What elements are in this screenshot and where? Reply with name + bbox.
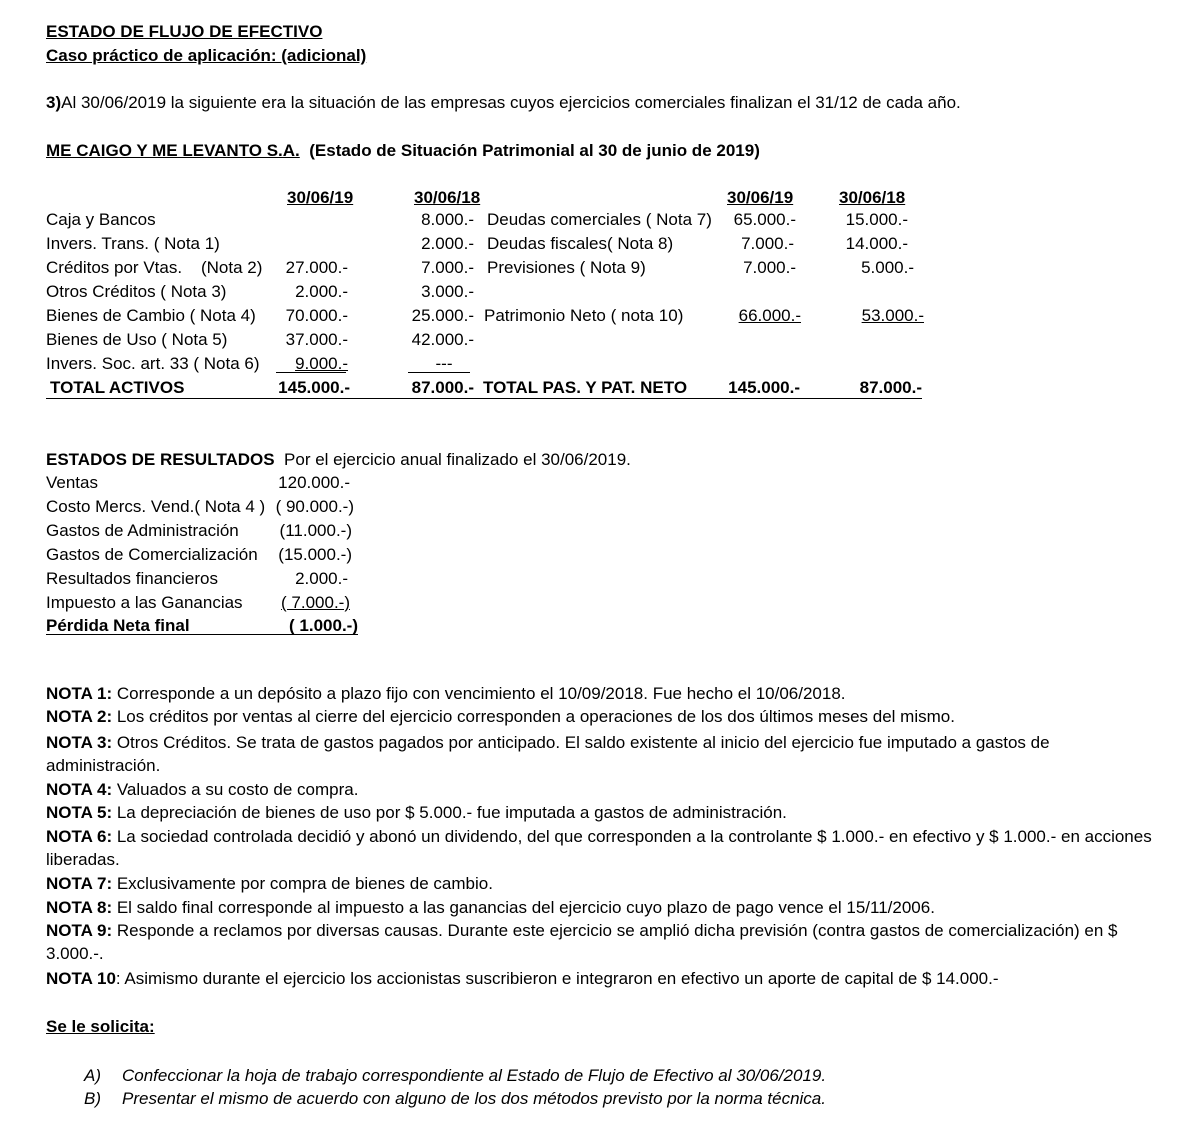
asset-label: Otros Créditos ( Nota 3) (46, 282, 227, 301)
total-liabilities-label: TOTAL PAS. Y PAT. NETO (483, 378, 688, 397)
asset-label: Invers. Trans. ( Nota 1) (46, 234, 220, 253)
income-row-value: (11.000.-) (279, 521, 352, 540)
income-row-value: ( 7.000.-) (281, 593, 350, 612)
income-period: Por el ejercicio anual finalizado el 30/06/2019. (284, 450, 631, 469)
asset-value-2018: --- (435, 354, 453, 373)
income-row-label: Resultados financieros (46, 569, 218, 588)
note-7: NOTA 7: Exclusivamente por compra de bienes de cambio. (46, 874, 493, 893)
col-header-liab-2018: 30/06/18 (839, 188, 906, 207)
request-item-b-text: Presentar el mismo de acuerdo con alguno de los dos métodos previsto por la norma técnica. (122, 1089, 826, 1108)
total-assets-2018: 87.000.- (411, 378, 474, 397)
asset-value-2018: 7.000.- (421, 258, 474, 277)
document-title: ESTADO DE FLUJO DE EFECTIVO (46, 22, 323, 41)
intro-text: Al 30/06/2019 la siguiente era la situación de las empresas cuyos ejercicios comerciales finalizan el 31/12 de cada año. (61, 93, 961, 112)
asset-value-2018: 25.000.- (411, 306, 474, 325)
note-5: NOTA 5: La depreciación de bienes de uso por $ 5.000.- fue imputada a gastos de administración. (46, 803, 787, 822)
liability-value-2018: 15.000.- (845, 210, 908, 229)
balance-heading (46, 140, 760, 162)
subtotal-rule (408, 372, 470, 373)
total-assets-label: TOTAL ACTIVOS (50, 378, 185, 397)
total-liabilities-2019: 145.000.- (728, 378, 800, 397)
document-subtitle: Caso práctico de aplicación: (adicional) (46, 46, 367, 65)
company-name: ME CAIGO Y ME LEVANTO S.A. (46, 141, 300, 160)
asset-value-2018: 3.000.- (421, 282, 474, 301)
income-heading: ESTADOS DE RESULTADOS (46, 450, 275, 469)
liability-label: Patrimonio Neto ( nota 10) (484, 306, 684, 325)
asset-value-2019: 37.000.- (285, 330, 348, 349)
asset-label: Bienes de Uso ( Nota 5) (46, 330, 228, 349)
intro-number: 3) (46, 93, 62, 112)
total-assets-2019: 145.000.- (278, 378, 350, 397)
asset-value-2018: 8.000.- (421, 210, 474, 229)
asset-value-2018: 2.000.- (421, 234, 474, 253)
liability-value-2019: 7.000.- (741, 234, 794, 253)
total-liabilities-2018: 87.000.- (859, 378, 922, 397)
total-rule (46, 398, 922, 399)
request-item-a-letter: A) (84, 1066, 101, 1085)
note-6: NOTA 6: La sociedad controlada decidió y abonó un dividendo, del que corresponden a la controlante $ 1.000.- en efectivo y $ 1.000.- en acciones liberadas. (46, 827, 1152, 869)
subtotal-rule (276, 372, 346, 373)
liability-value-2019: 66.000.- (738, 306, 801, 325)
income-row-value: 2.000.- (295, 569, 348, 588)
income-row-label: Costo Mercs. Vend.( Nota 4 ) (46, 497, 266, 516)
liability-label: Previsiones ( Nota 9) (487, 258, 646, 277)
net-loss-rule (46, 634, 358, 635)
asset-label: Bienes de Cambio ( Nota 4) (46, 306, 256, 325)
net-loss-value: ( 1.000.-) (289, 616, 358, 635)
asset-value-2019: 27.000.- (285, 258, 348, 277)
request-item-a-text: Confeccionar la hoja de trabajo correspondiente al Estado de Flujo de Efectivo al 30/06/2019. (122, 1066, 827, 1085)
income-row-label: Ventas (46, 473, 98, 492)
note-9: NOTA 9: Responde a reclamos por diversas causas. Durante este ejercicio se amplió dicha previsión (contra gastos de comercialización) en $ 3.000.-. (46, 921, 1118, 963)
income-row-value: (15.000.-) (278, 545, 352, 564)
asset-label: Invers. Soc. art. 33 ( Nota 6) (46, 354, 260, 373)
income-row-label: Impuesto a las Ganancias (46, 593, 243, 612)
note-1: NOTA 1: Corresponde a un depósito a plazo fijo con vencimiento el 10/09/2018. Fue hecho el 10/06/2018. (46, 684, 846, 703)
liability-value-2019: 65.000.- (733, 210, 796, 229)
request-item-b-letter: B) (84, 1089, 101, 1108)
asset-label: Caja y Bancos (46, 210, 156, 229)
balance-subheading: (Estado de Situación Patrimonial al 30 de junio de 2019) (309, 141, 760, 160)
request-heading: Se le solicita: (46, 1017, 155, 1036)
income-row-value: 120.000.- (278, 473, 350, 492)
note-8: NOTA 8: El saldo final corresponde al impuesto a las ganancias del ejercicio cuyo plazo de pago vence el 15/11/2006. (46, 898, 935, 917)
asset-value-2019: 9.000.- (295, 354, 348, 373)
income-row-value: ( 90.000.-) (275, 497, 354, 516)
income-heading-line (46, 449, 631, 471)
liability-label: Deudas comerciales ( Nota 7) (487, 210, 712, 229)
liability-value-2018: 14.000.- (845, 234, 908, 253)
note-4: NOTA 4: Valuados a su costo de compra. (46, 780, 359, 799)
note-10: NOTA 10: Asimismo durante el ejercicio los accionistas suscribieron e integraron en efectivo un aporte de capital de $ 14.000.- (46, 969, 999, 988)
liability-value-2018: 53.000.- (861, 306, 924, 325)
intro-paragraph (46, 92, 961, 114)
liability-value-2018: 5.000.- (861, 258, 914, 277)
net-loss-label: Pérdida Neta final (46, 616, 190, 635)
col-header-liab-2019: 30/06/19 (727, 188, 794, 207)
liability-label: Deudas fiscales( Nota 8) (487, 234, 674, 253)
asset-value-2018: 42.000.- (411, 330, 474, 349)
note-2: NOTA 2: Los créditos por ventas al cierre del ejercicio corresponden a operaciones de los dos últimos meses del mismo. (46, 707, 955, 726)
col-header-assets-2019: 30/06/19 (287, 188, 354, 207)
liability-value-2019: 7.000.- (743, 258, 796, 277)
asset-label: Créditos por Vtas. (Nota 2) (46, 258, 263, 277)
asset-value-2019: 70.000.- (285, 306, 348, 325)
income-row-label: Gastos de Comercialización (46, 545, 258, 564)
asset-value-2019: 2.000.- (295, 282, 348, 301)
income-row-label: Gastos de Administración (46, 521, 239, 540)
col-header-assets-2018: 30/06/18 (414, 188, 481, 207)
note-3: NOTA 3: Otros Créditos. Se trata de gastos pagados por anticipado. El saldo existente al inicio del ejercicio fue imputado a gastos de administración. (46, 733, 1050, 775)
